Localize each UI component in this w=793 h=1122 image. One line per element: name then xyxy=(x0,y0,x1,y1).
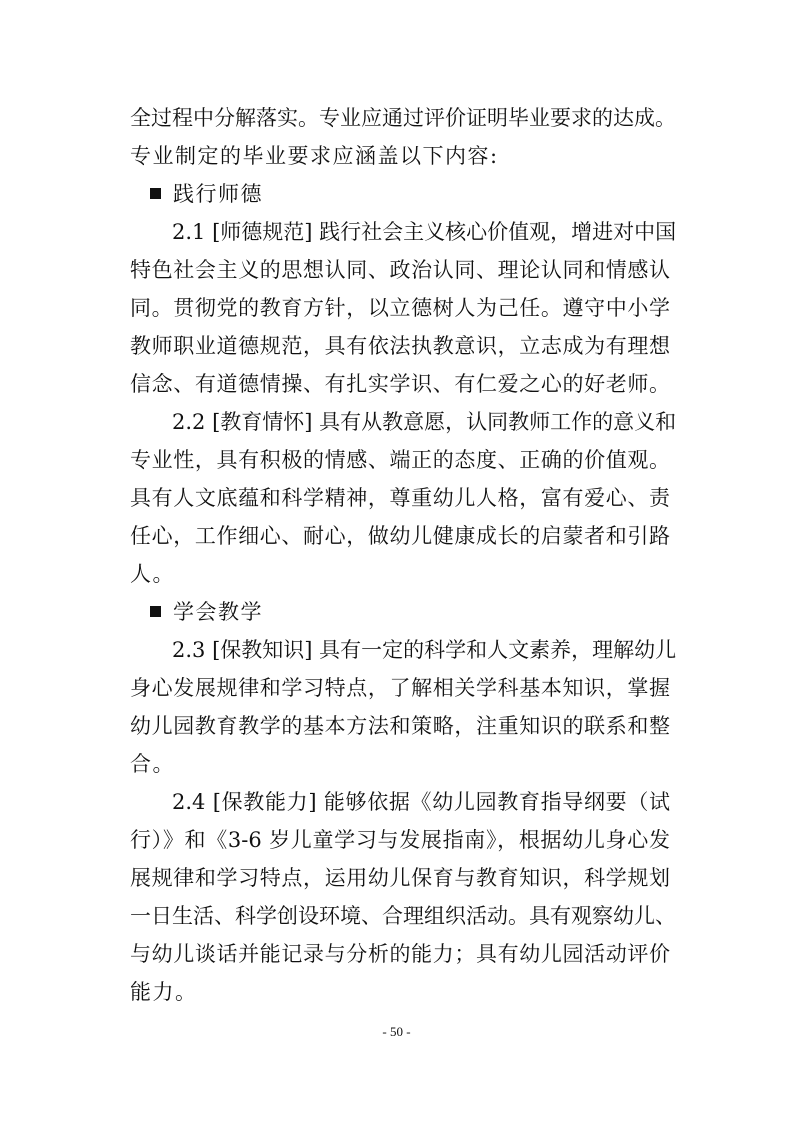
text-line: 幼儿园教育教学的基本方法和策略，注重知识的联系和整 xyxy=(130,714,670,738)
text-line: 合。 xyxy=(130,752,175,776)
section-heading-ethics: 践行师德 xyxy=(150,176,690,212)
text-line: 教师职业道德规范，具有依法执教意识，立志成为有理想 xyxy=(130,334,670,358)
text-line: 能力。 xyxy=(130,980,198,1004)
text-line: 2.4 [保教能力] 能够依据《幼儿园教育指导纲要（试 xyxy=(172,790,670,814)
text-line: 任心，工作细心、耐心，做幼儿健康成长的启蒙者和引路 xyxy=(130,524,670,548)
text-line: 身心发展规律和学习特点，了解相关学科基本知识，掌握 xyxy=(130,676,670,700)
page-number: - 50 - xyxy=(382,1024,411,1039)
square-bullet-icon xyxy=(150,606,161,617)
text-line: 展规律和学习特点，运用幼儿保育与教育知识，科学规划 xyxy=(130,866,670,890)
text-line: 专业性，具有积极的情感、端正的态度、正确的价值观。 xyxy=(130,448,670,472)
text-line: 2.1 [师德规范] 践行社会主义核心价值观，增进对中国 xyxy=(172,220,677,244)
text-line: 2.2 [教育情怀] 具有从教意愿，认同教师工作的意义和 xyxy=(172,410,677,434)
text-line: 全过程中分解落实。专业应通过评价证明毕业要求的达成。 xyxy=(130,106,676,130)
text-line: 信念、有道德情操、有扎实学识、有仁爱之心的好老师。 xyxy=(130,372,670,396)
text-line: 与幼儿谈话并能记录与分析的能力；具有幼儿园活动评价 xyxy=(130,942,670,966)
text-line: 特色社会主义的思想认同、政治认同、理论认同和情感认 xyxy=(130,258,670,282)
text-line: 具有人文底蕴和科学精神，尊重幼儿人格，富有爱心、责 xyxy=(130,486,670,510)
text-line: 行）》和《3-6 岁儿童学习与发展指南》，根据幼儿身心发 xyxy=(130,828,670,852)
text-line: 2.3 [保教知识] 具有一定的科学和人文素养，理解幼儿 xyxy=(172,638,677,662)
section-heading-teaching: 学会教学 xyxy=(150,594,690,630)
text-line: 专业制定的毕业要求应涵盖以下内容: xyxy=(130,144,499,168)
text-line: 人。 xyxy=(130,562,175,586)
square-bullet-icon xyxy=(150,188,161,199)
text-line: 一日生活、科学创设环境、合理组织活动。具有观察幼儿、 xyxy=(130,904,676,928)
text-line: 同。贯彻党的教育方针，以立德树人为己任。遵守中小学 xyxy=(130,296,670,320)
